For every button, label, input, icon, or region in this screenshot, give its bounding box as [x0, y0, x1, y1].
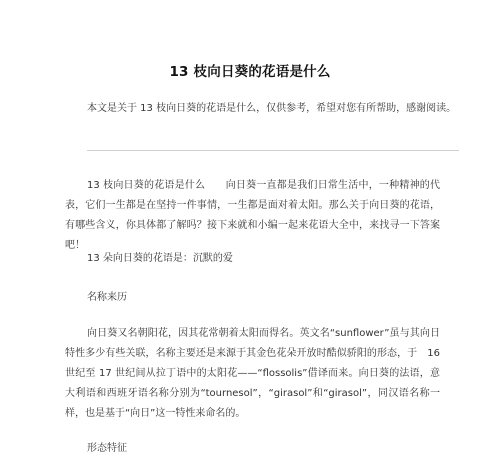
paragraph-text: 13 朵向日葵的花语是：沉默的爱 [87, 253, 233, 264]
article-title: 13 枝向日葵的花语是什么 [169, 64, 331, 80]
article-body-paragraph-2 [65, 249, 440, 269]
section-heading-morphology [65, 439, 440, 459]
article-body-paragraph-1 [65, 176, 440, 256]
section-heading: 名称来历 [87, 292, 127, 303]
paragraph-text: 13 枝向日葵的花语是什么 向日葵一直都是我们日常生活中，一种精神的代表，它们一生都是在坚持一件事情，一生都是面对着太阳。那么关于向日葵的花语，有哪些含义，你具体都了解吗？接下来就和小编一起来花语大全中，来找寻一下答案吧！ [65, 180, 440, 251]
divider [87, 150, 459, 151]
section-heading-name-origin [65, 288, 440, 308]
article-body-paragraph-4 [65, 324, 450, 424]
article-intro: 本文是关于 13 枝向日葵的花语是什么，仅供参考，希望对您有所帮助，感谢阅读。 [87, 103, 457, 114]
section-heading: 形态特征 [87, 443, 127, 454]
paragraph-text: 向日葵又名朝阳花，因其花常朝着太阳而得名。英文名“sunflower”虽与其向日特性多少有些关联，名称主要还是来源于其金色花朵开放时酷似骄阳的形态，于 16 世纪至 17 世纪间从拉丁语中的太阳花——“flossolis”借译而来。向日葵的法语，意大利语和西班牙语名称分别为“tournesol”，“girasol”和“girasol”，同汉语名称一样，也是基于“向日”这一特性来命名的。 [65, 328, 450, 419]
